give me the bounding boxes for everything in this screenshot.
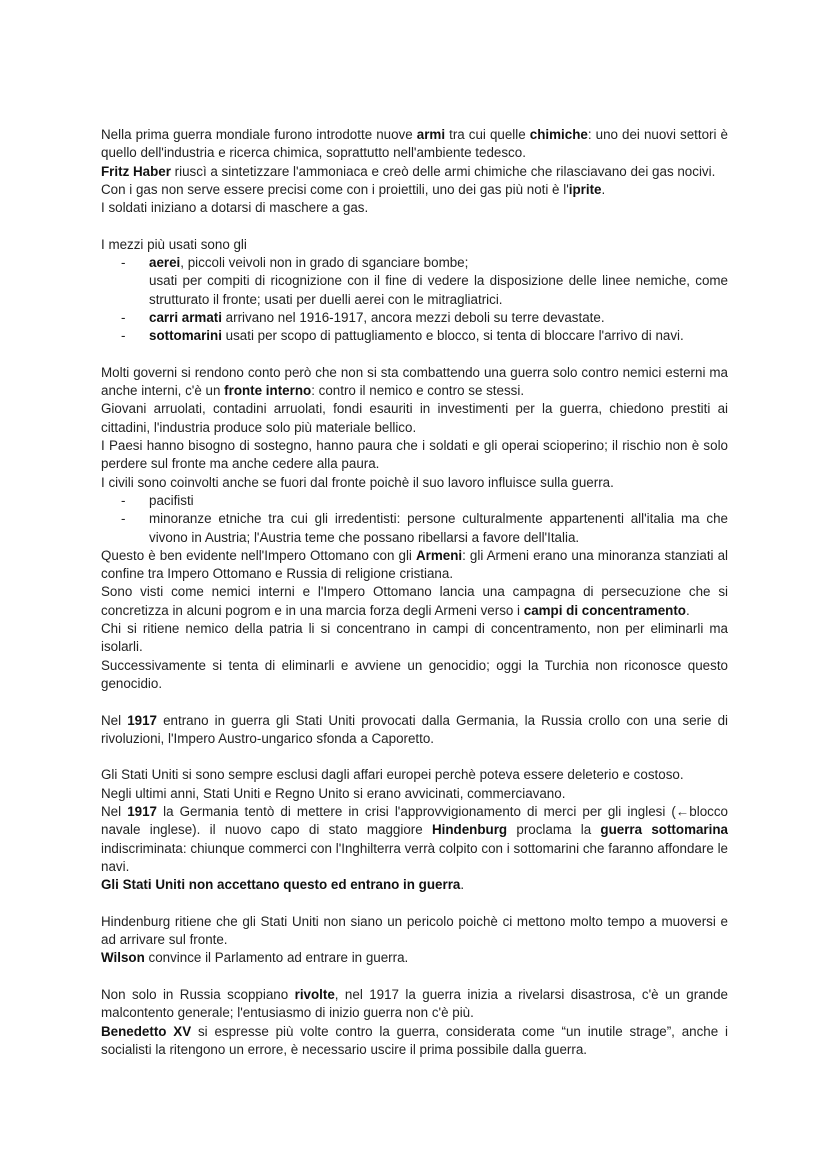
text: tra cui quelle bbox=[445, 127, 530, 142]
bold-text: Hindenburg bbox=[431, 822, 508, 838]
text: Non solo in Russia scoppiano bbox=[101, 986, 295, 1002]
bullet-dash: - bbox=[121, 328, 126, 344]
bold-text: campi di concentramento bbox=[523, 602, 686, 618]
bold-text: rivolte bbox=[294, 986, 335, 1002]
list-item bbox=[101, 510, 728, 547]
text: indiscriminata: chiunque commerci con l'Inghilterra verrà colpito con i sottomarini che faranno affondare le navi. bbox=[101, 840, 728, 874]
paragraph bbox=[101, 712, 728, 749]
paragraph bbox=[101, 199, 728, 217]
text: : gli Armeni erano una minoranza stanziati al confine tra Impero Ottomano e Russia di religione cristiana. bbox=[101, 547, 728, 582]
text: . bbox=[460, 877, 465, 893]
blank-line bbox=[101, 748, 728, 766]
list-item bbox=[101, 327, 728, 345]
text: usati per scopo di pattugliamento e blocco, si tenta di bloccare l'arrivo di navi. bbox=[221, 328, 684, 344]
text: I Paesi hanno bisogno di sostegno, hanno paura che i soldati e gli operai scioperino; il rischio non è solo perdere sul fronte ma anche cedere alla paura. bbox=[101, 438, 728, 472]
paragraph bbox=[101, 547, 728, 584]
paragraph bbox=[101, 1023, 728, 1060]
text: . bbox=[601, 181, 606, 197]
text: pacifisti bbox=[149, 492, 194, 508]
text: Con i gas non serve essere precisi come con i proiettili, uno dei gas più noti è l' bbox=[101, 181, 569, 197]
paragraph bbox=[101, 986, 728, 1023]
text: Molti governi si rendono conto però che non si sta combattendo una guerra solo contro nemici esterni ma anche interni, c'è un bbox=[101, 364, 728, 399]
paragraph bbox=[101, 364, 728, 401]
text: Nel bbox=[101, 712, 128, 728]
blank-line bbox=[101, 217, 728, 235]
text: Negli ultimi anni, Stati Uniti e Regno Unito si erano avvicinati, commerciavano. bbox=[101, 785, 566, 801]
bold-text: Fritz Haber bbox=[101, 163, 171, 179]
text: , piccoli veivoli non in grado di sganciare bombe; bbox=[180, 255, 469, 271]
document-body bbox=[101, 126, 728, 1059]
text: I civili sono coinvolti anche se fuori dal fronte poichè il suo lavoro influisce sulla guerra. bbox=[101, 474, 614, 490]
paragraph bbox=[101, 236, 728, 254]
blank-line bbox=[101, 894, 728, 912]
text: Gli Stati Uniti si sono sempre esclusi dagli affari europei perchè poteva essere deleterio e costoso. bbox=[101, 767, 684, 783]
paragraph bbox=[101, 583, 728, 620]
text: I mezzi più usati sono gli bbox=[101, 236, 247, 252]
paragraph bbox=[101, 474, 728, 492]
text: : contro il nemico e contro se stessi. bbox=[311, 383, 525, 399]
bold-text: Benedetto XV bbox=[101, 1023, 192, 1039]
list-item bbox=[101, 254, 728, 272]
paragraph bbox=[101, 766, 728, 784]
bullet-dash: - bbox=[121, 309, 126, 325]
bold-text: carri armati bbox=[149, 309, 222, 325]
paragraph bbox=[101, 913, 728, 950]
bold-text: fronte interno bbox=[224, 383, 312, 399]
paragraph bbox=[101, 803, 728, 876]
text: si espresse più volte contro la guerra, considerata come “un inutile strage”, anche i socialisti la ritengono un errore, è necessario uscire il prima possibile dalla guerra. bbox=[101, 1023, 728, 1057]
bold-text: iprite bbox=[568, 181, 602, 197]
paragraph bbox=[101, 400, 728, 437]
bold-text: Gli Stati Uniti non accettano questo ed entrano in guerra bbox=[101, 877, 461, 893]
list-item-continuation bbox=[101, 272, 728, 309]
bold-text: armi bbox=[416, 127, 446, 142]
text: Giovani arruolati, contadini arruolati, fondi esauriti in investimenti per la guerra, chiedono prestiti ai cittadini, l'industria produce solo più materiale bellico. bbox=[101, 401, 728, 435]
text: minoranze etniche tra cui gli irredentisti: persone culturalmente appartenenti all'italia ma che vivono in Austria; l'Austria teme che possano ribellarsi a favore dell'Italia. bbox=[149, 511, 728, 545]
paragraph bbox=[101, 126, 728, 163]
blank-line bbox=[101, 968, 728, 986]
text: la Germania tentò di mettere in crisi l'approvvigionamento di merci per gli inglesi (←blocco navale inglese). il nuovo capo di stato maggiore bbox=[101, 803, 728, 838]
bold-text: aerei bbox=[149, 255, 181, 271]
text: Hindenburg ritiene che gli Stati Uniti non siano un pericolo poichè ci mettono molto tempo a muoversi e ad arrivare sul fronte. bbox=[101, 913, 728, 948]
text: usati per compiti di ricognizione con il fine di vedere la disposizione delle linee nemiche, come strutturato il fronte; usati per duelli aerei con le mitragliatrici. bbox=[149, 273, 728, 307]
text: . bbox=[685, 602, 690, 618]
text: riuscì a sintetizzare l'ammoniaca e creò delle armi chimiche che rilasciavano dei gas nocivi. bbox=[170, 163, 716, 179]
paragraph bbox=[101, 163, 728, 181]
list-item bbox=[101, 492, 728, 510]
paragraph bbox=[101, 620, 728, 657]
blank-line bbox=[101, 693, 728, 711]
text: arrivano nel 1916-1917, ancora mezzi deboli su terre devastate. bbox=[221, 309, 605, 325]
blank-line bbox=[101, 346, 728, 364]
paragraph bbox=[101, 949, 728, 967]
bullet-dash: - bbox=[121, 492, 126, 508]
bold-text: Armeni bbox=[415, 547, 463, 563]
bullet-dash: - bbox=[121, 255, 126, 271]
paragraph bbox=[101, 181, 728, 199]
paragraph bbox=[101, 785, 728, 803]
bold-text: 1917 bbox=[127, 712, 157, 728]
bold-text: sottomarini bbox=[149, 328, 222, 344]
text: : uno dei nuovi settori è quello dell'industria e ricerca chimica, soprattutto nell'ambiente tedesco. bbox=[101, 127, 728, 161]
bold-text: Wilson bbox=[101, 950, 145, 966]
text: Sono visti come nemici interni e l'Impero Ottomano lancia una campagna di persecuzione che si concretizza in alcuni pogrom e in una marcia forza degli Armeni verso i bbox=[101, 584, 728, 618]
bold-text: 1917 bbox=[127, 803, 157, 819]
bullet-dash: - bbox=[121, 511, 126, 527]
bold-text: chimiche bbox=[529, 127, 588, 142]
bold-text: guerra sottomarina bbox=[600, 822, 728, 838]
text: entrano in guerra gli Stati Uniti provocati dalla Germania, la Russia crollo con una serie di rivoluzioni, l'Impero Austro-ungarico sfonda a Caporetto. bbox=[101, 712, 728, 746]
text: Nella prima guerra mondiale furono introdotte nuove bbox=[101, 127, 417, 142]
paragraph bbox=[101, 437, 728, 474]
text: proclama la bbox=[507, 822, 601, 838]
text: Chi si ritiene nemico della patria li si concentrano in campi di concentramento, non per eliminarli ma isolarli. bbox=[101, 621, 728, 655]
text: Questo è ben evidente nell'Impero Ottomano con gli bbox=[101, 547, 416, 563]
text: convince il Parlamento ad entrare in guerra. bbox=[144, 950, 409, 966]
text: Nel bbox=[101, 803, 128, 819]
text: , nel 1917 la guerra inizia a rivelarsi disastrosa, c'è un grande malcontento generale; l'entusiasmo di inizio guerra non c'è più. bbox=[101, 986, 728, 1021]
text: Successivamente si tenta di eliminarli e avviene un genocidio; oggi la Turchia non riconosce questo genocidio. bbox=[101, 657, 728, 691]
paragraph bbox=[101, 657, 728, 694]
list-item bbox=[101, 309, 728, 327]
text: I soldati iniziano a dotarsi di maschere a gas. bbox=[101, 200, 369, 216]
paragraph bbox=[101, 876, 728, 894]
